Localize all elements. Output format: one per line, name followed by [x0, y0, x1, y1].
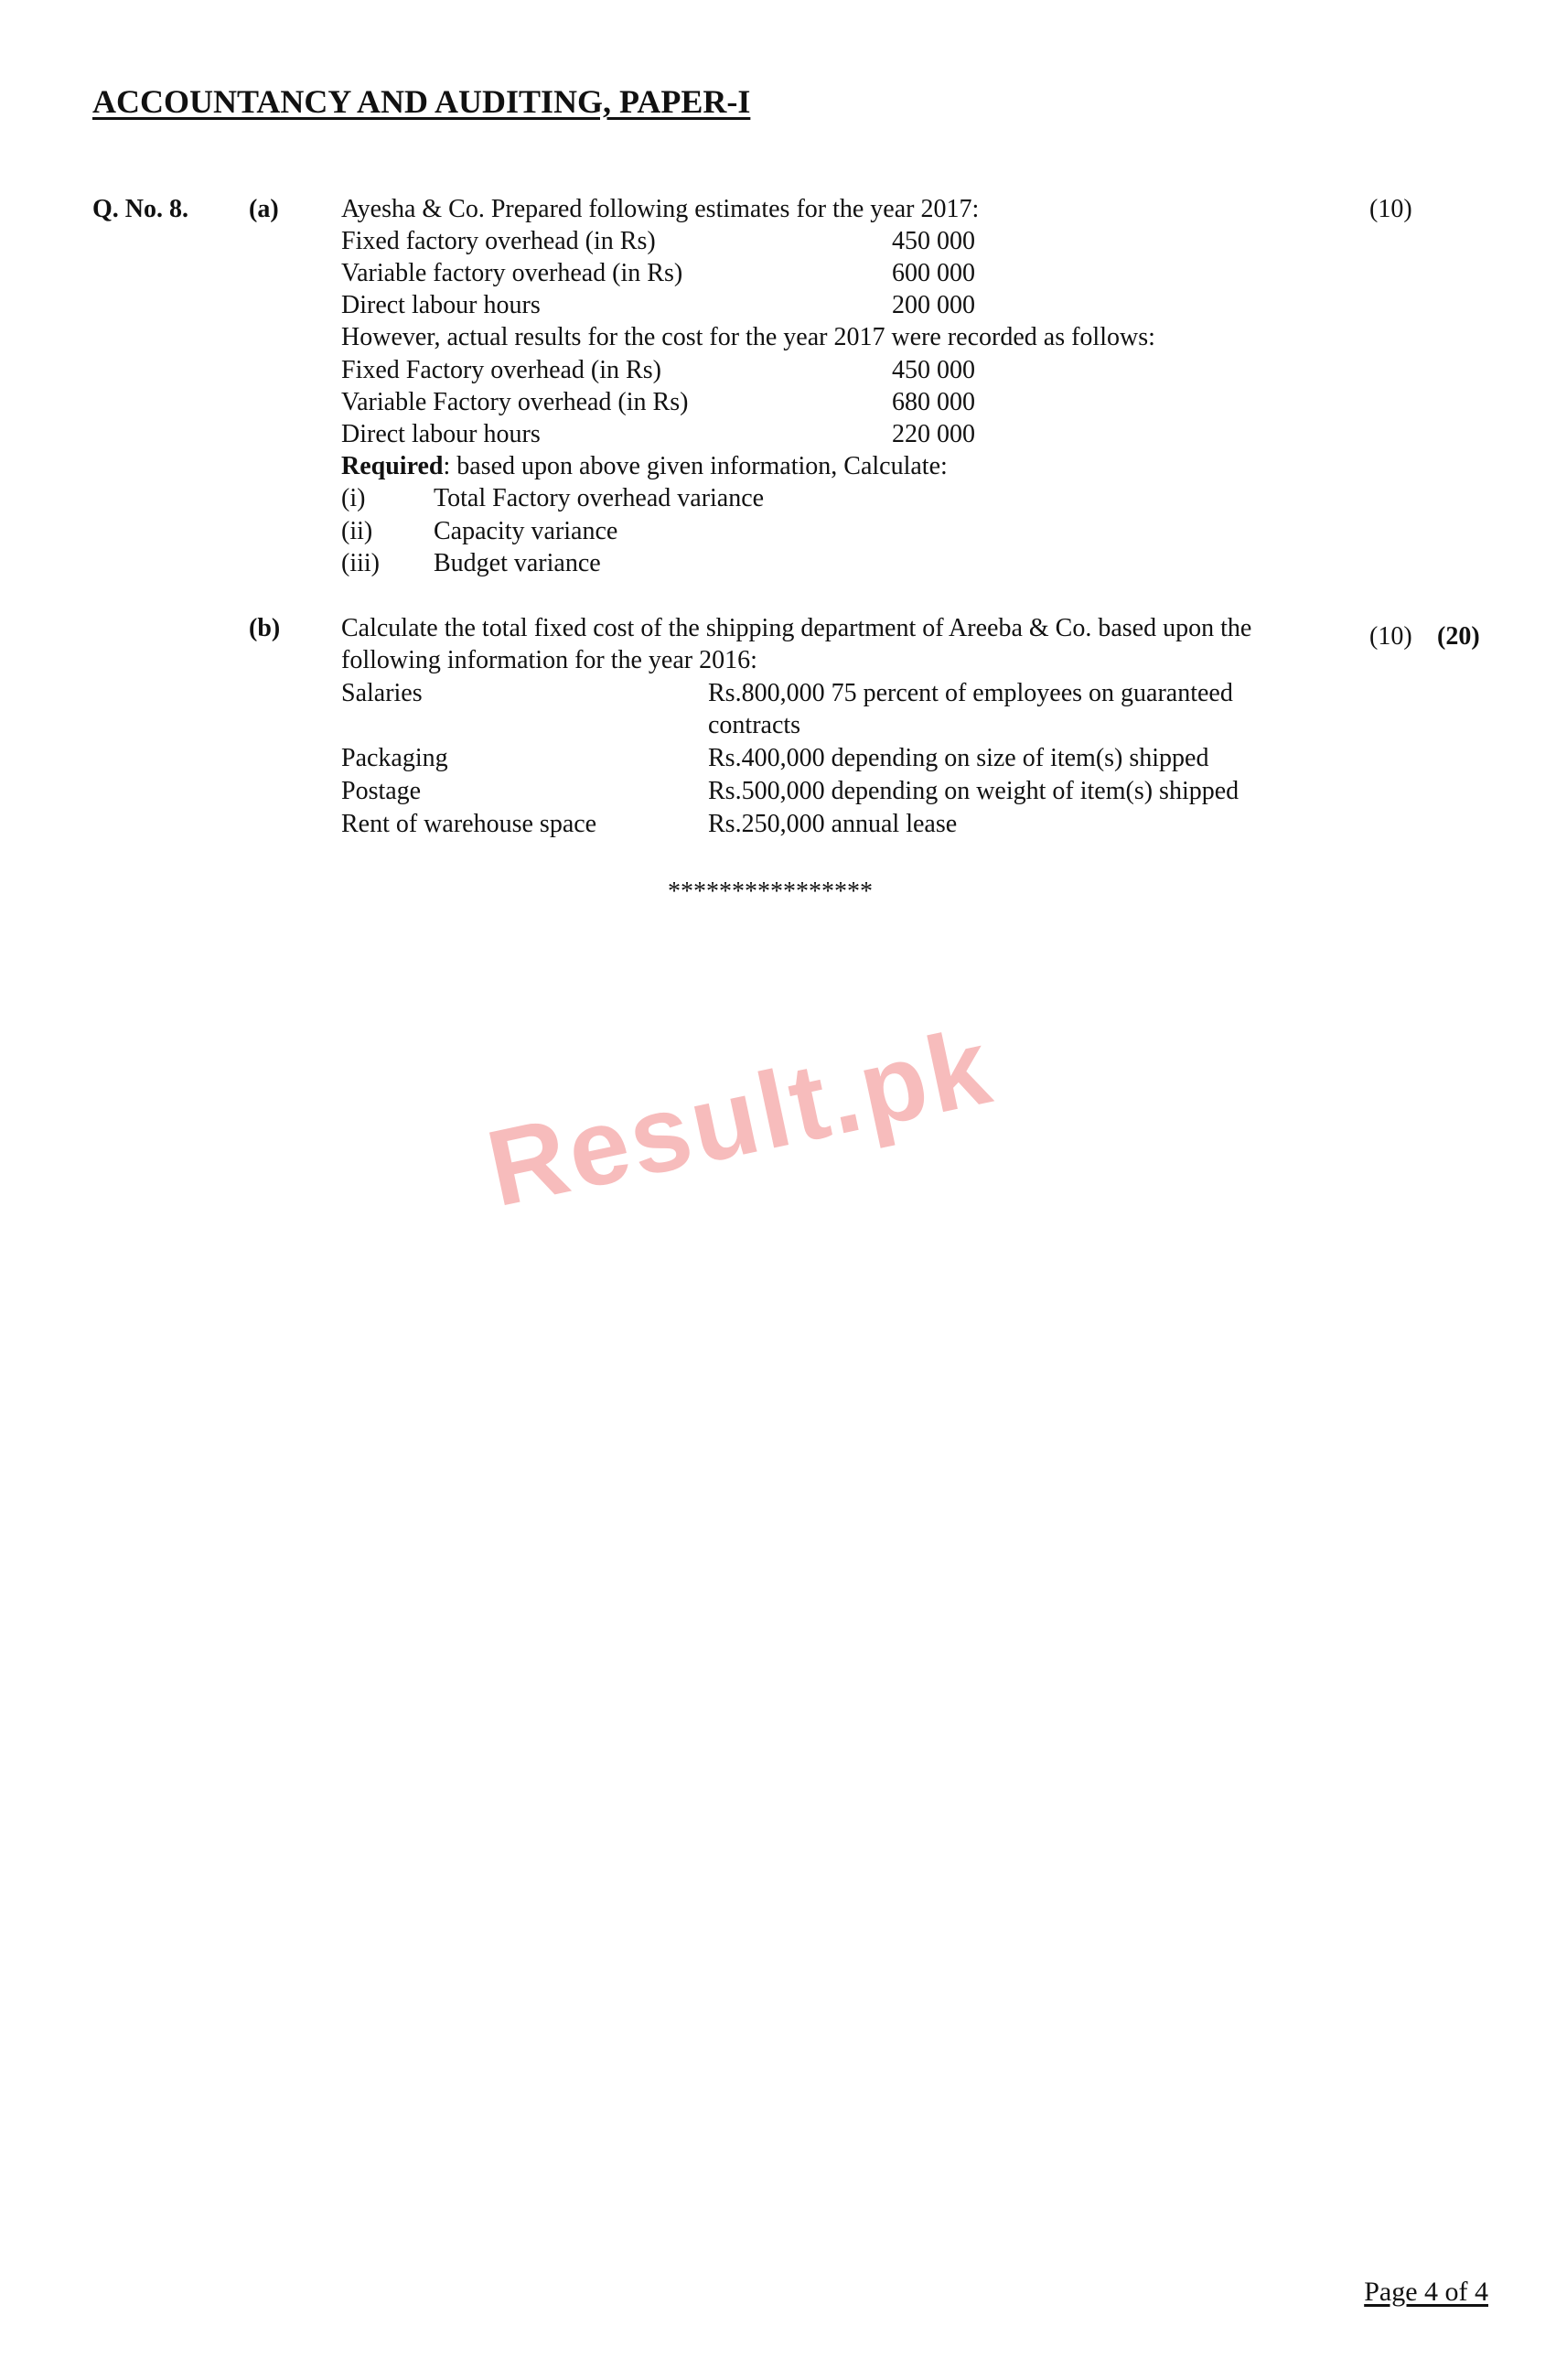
cost-item: Salaries [341, 679, 423, 707]
part-b-intro-line1: Calculate the total fixed cost of the shipping department of Areeba & Co. based upon the [341, 614, 1252, 642]
cost-item: Postage [341, 777, 422, 805]
sub-item-number: (i) [341, 484, 366, 512]
part-b-label: (b) [249, 614, 281, 642]
sub-item-text: Budget variance [434, 549, 601, 577]
required-instruction [341, 450, 948, 482]
cost-item: Packaging [341, 744, 448, 772]
sub-item-number: (ii) [341, 517, 373, 545]
question-number: Q. No. 8. [92, 195, 188, 223]
actual-value: 220 000 [892, 420, 975, 448]
part-a-marks: (10) [1369, 195, 1412, 223]
estimate-item: Direct labour hours [341, 291, 541, 319]
cost-detail: Rs.500,000 depending on weight of item(s) shipped [708, 777, 1239, 805]
estimate-item: Fixed factory overhead (in Rs) [341, 227, 656, 255]
sub-item-number: (iii) [341, 549, 380, 577]
part-a-label: (a) [249, 195, 279, 223]
estimate-value: 600 000 [892, 259, 975, 287]
cost-detail-continued: contracts [708, 711, 801, 739]
actual-value: 680 000 [892, 388, 975, 416]
part-b-marks: (10) [1369, 622, 1412, 651]
cost-detail: Rs.400,000 depending on size of item(s) shipped [708, 744, 1209, 772]
estimate-item: Variable factory overhead (in Rs) [341, 259, 683, 287]
part-b-intro-line2: following information for the year 2016: [341, 646, 757, 674]
sub-item-text: Total Factory overhead variance [434, 484, 765, 512]
sub-item-text: Capacity variance [434, 517, 618, 545]
actual-item: Direct labour hours [341, 420, 541, 448]
estimate-value: 200 000 [892, 291, 975, 319]
page-number: Page 4 of 4 [1364, 2277, 1488, 2307]
actual-value: 450 000 [892, 356, 975, 384]
page-title: ACCOUNTANCY AND AUDITING, PAPER-I [92, 83, 751, 120]
question-total-marks: (20) [1437, 622, 1480, 651]
cost-detail: Rs.250,000 annual lease [708, 810, 958, 838]
estimate-value: 450 000 [892, 227, 975, 255]
cost-detail: Rs.800,000 75 percent of employees on guaranteed [708, 679, 1233, 707]
required-label: Required [341, 452, 444, 480]
actual-intro: However, actual results for the cost for the year 2017 were recorded as follows: [341, 323, 1155, 351]
cost-item: Rent of warehouse space [341, 810, 597, 838]
end-separator: **************** [668, 878, 873, 906]
watermark: Result.pk [478, 1005, 1003, 1231]
part-a-intro: Ayesha & Co. Prepared following estimates for the year 2017: [341, 195, 980, 223]
actual-item: Fixed Factory overhead (in Rs) [341, 356, 661, 384]
required-text: : based upon above given information, Calculate: [443, 452, 948, 480]
actual-item: Variable Factory overhead (in Rs) [341, 388, 689, 416]
